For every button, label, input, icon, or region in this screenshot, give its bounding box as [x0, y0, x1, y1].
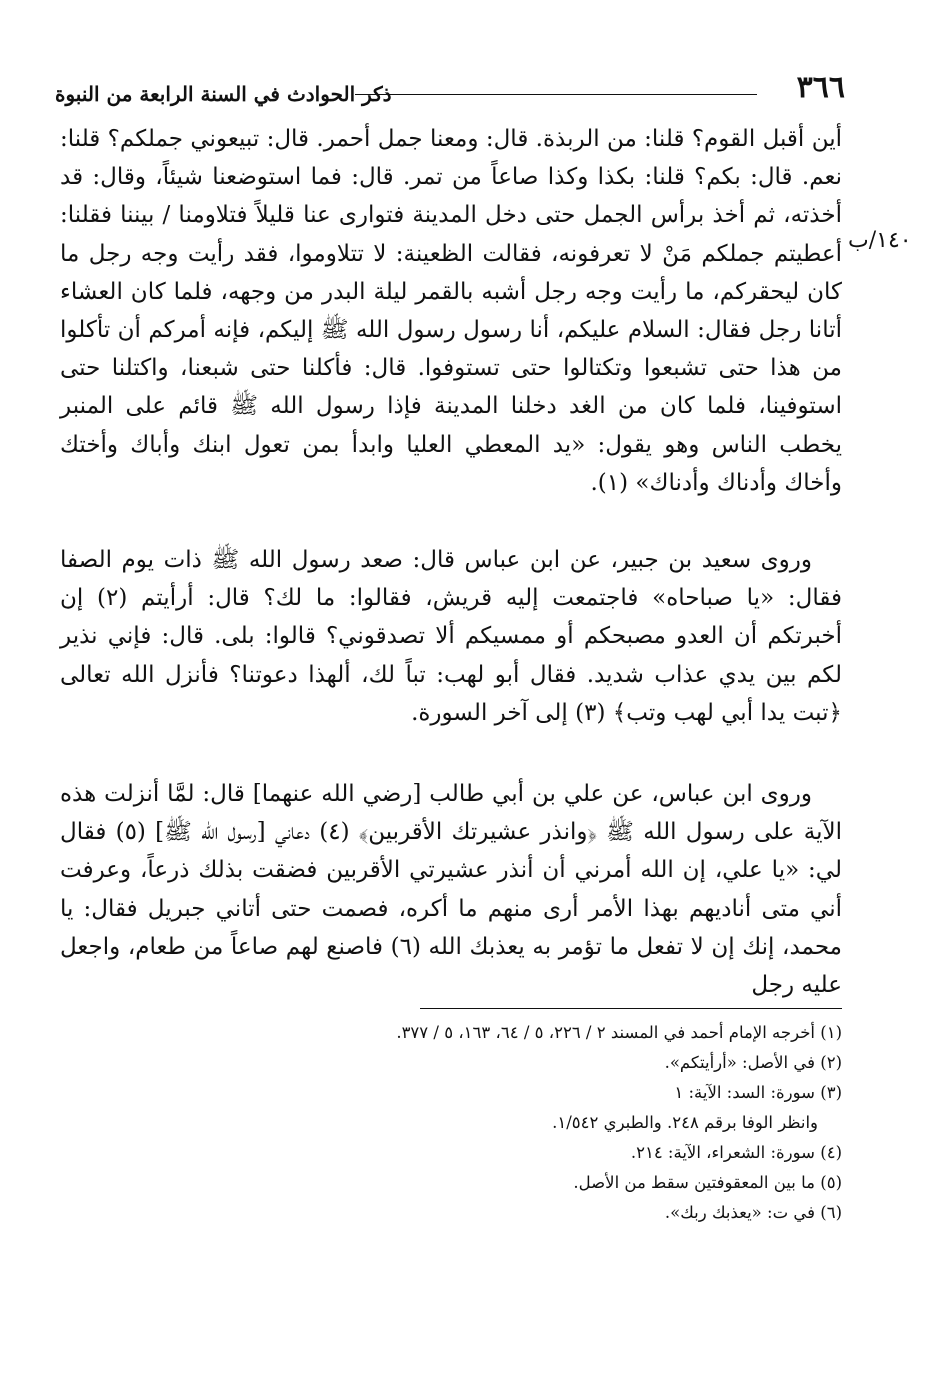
- running-title: ذكر الحوادث في السنة الرابعة من النبوة: [55, 82, 392, 106]
- footnote: (٦) في ت: «يعذبك ربك».: [664, 1203, 842, 1222]
- page-header: [55, 68, 845, 108]
- manuscript-folio-note: ١٤٠/ب: [848, 228, 912, 253]
- footnotes: [300, 1018, 842, 1228]
- footnote: (٤) سورة: الشعراء، الآية: ٢١٤.: [630, 1143, 842, 1162]
- body-paragraph: [60, 120, 842, 502]
- paragraph-text: أين أقبل القوم؟ قلنا: من الربذة. قال: ومعنا جمل أحمر. قال: تبيعوني جملكم؟ قلنا: نعم. قال: بكم؟ قلنا: بكذا وكذا صاعاً من تمر. قال: فما استوضعنا شيئاً، وقال: قد أخذته، ثم أخذ برأس الجمل حتى دخل المدينة فتوارى عنا قليلاً فتلاومنا / بيننا فقلنا: أعطيتم جملكم مَنْ لا تعرفونه، فقالت الظعينة: لا تتلاوموا، فقد رأيت وجه رجل ما كان ليحقركم، ما رأيت وجه رجل أشبه بالقمر ليلة البدر من وجهه، فلما كان العشاء أتانا رجل فقال: السلام عليكم، أنا رسول رسول الله ﷺ إليكم، فإنه أمركم أن تأكلوا من هذا حتى تشبعوا وتكتالوا حتى تستوفوا. قال: فأكلنا حتى شبعنا، واكتلنا حتى استوفينا، فلما كان من الغد دخلنا المدينة فإذا رسول الله ﷺ قائم على المنبر يخطب الناس وهو يقول: «يد المعطي العليا وابدأ بمن تعول ابنك وأباك وأختك وأخاك وأدناك وأدناك» (١).: [60, 126, 842, 496]
- footnote: (٣) سورة: السد: الآية: ١: [674, 1083, 842, 1102]
- footnote: (١) أخرجه الإمام أحمد في المسند ٢ / ٢٢٦، ٥ / ٦٤، ١٦٣، ٥ / ٣٧٧.: [396, 1023, 842, 1042]
- footnote: (٢) في الأصل: «أرأيتكم».: [664, 1053, 842, 1072]
- paragraph-text: وروى ابن عباس، عن علي بن أبي طالب [رضي الله عنهما] قال: لمَّا أنزلت هذه الآية على رسول الله ﷺ ﴿وانذر عشيرتك الأقربين﴾ (٤) دعاني [رسول الله ﷺ] (٥) فقال لي: «يا علي، إن الله أمرني أن أنذر عشيرتي الأقربين فضقت بذلك ذرعاً، وعرفت أني متى أناديهم بهذا الأمر أرى منهم ما أكره، فصمت حتى أتاني جبريل فقال: يا محمد، إنك إن لا تفعل ما تؤمر به يعذبك الله (٦) فاصنع لهم صاعاً من طعام، واجعل عليه رجل: [60, 781, 842, 999]
- footnote-separator: [420, 1008, 842, 1009]
- body-paragraph: [60, 775, 842, 1004]
- paragraph-text: وروى سعيد بن جبير، عن ابن عباس قال: صعد رسول الله ﷺ ذات يوم الصفا فقال: «يا صباحاه» فاجتمعت إليه قريش، فقالوا: ما لك؟ قال: أرأيتم (٢) إن أخبرتكم أن العدو مصبحكم أو ممسيكم ألا تصدقوني؟ قالوا: بلى. قال: فإني نذير لكم بين يدي عذاب شديد. فقال أبو لهب: تباً لك، ألهذا دعوتنا؟ فأنزل الله تعالى ﴿تبت يدا أبي لهب وتب﴾ (٣) إلى آخر السورة.: [60, 547, 842, 726]
- page-number: ٣٦٦: [796, 70, 845, 105]
- header-rule: [355, 94, 757, 95]
- body-paragraph: [60, 541, 842, 732]
- footnote-continuation: وانظر الوفا برقم ٢٤٨. والطبري ١/٥٤٢.: [552, 1113, 818, 1132]
- footnote: (٥) ما بين المعقوفتين سقط من الأصل.: [573, 1173, 842, 1192]
